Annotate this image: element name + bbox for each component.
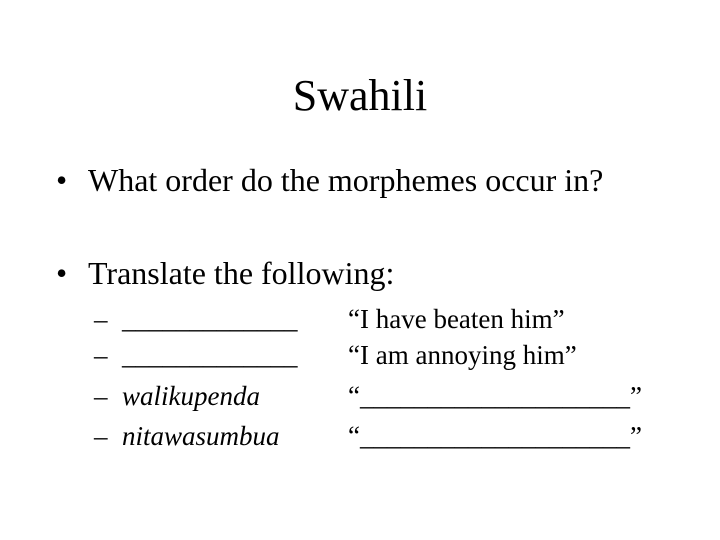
list-item-nitawasumbua xyxy=(94,420,280,452)
dash-icon: – xyxy=(94,340,108,370)
slide-title: Swahili xyxy=(292,71,428,120)
swahili-term: _____________ xyxy=(122,340,298,370)
bullet-text: What order do the morphemes occur in? xyxy=(88,162,604,198)
list-item-walikupenda xyxy=(94,380,260,412)
bullet-translate xyxy=(56,254,394,292)
english-gloss-blank: “____________________” xyxy=(348,421,642,451)
dash-icon: – xyxy=(94,304,108,334)
list-item-swahili-blank-2 xyxy=(94,339,298,371)
swahili-term: _____________ xyxy=(122,304,298,334)
swahili-term: nitawasumbua xyxy=(122,421,280,451)
bullet-dot-icon: • xyxy=(56,255,68,291)
bullet-dot-icon: • xyxy=(56,162,68,198)
dash-icon: – xyxy=(94,381,108,411)
list-item-swahili-blank-1 xyxy=(94,303,298,335)
bullet-question xyxy=(56,161,603,199)
bullet-text: Translate the following: xyxy=(88,255,395,291)
english-gloss-blank: “____________________” xyxy=(348,381,642,411)
swahili-term: walikupenda xyxy=(122,381,260,411)
english-gloss: “I am annoying him” xyxy=(348,340,577,370)
english-gloss: “I have beaten him” xyxy=(348,304,565,334)
dash-icon: – xyxy=(94,421,108,451)
